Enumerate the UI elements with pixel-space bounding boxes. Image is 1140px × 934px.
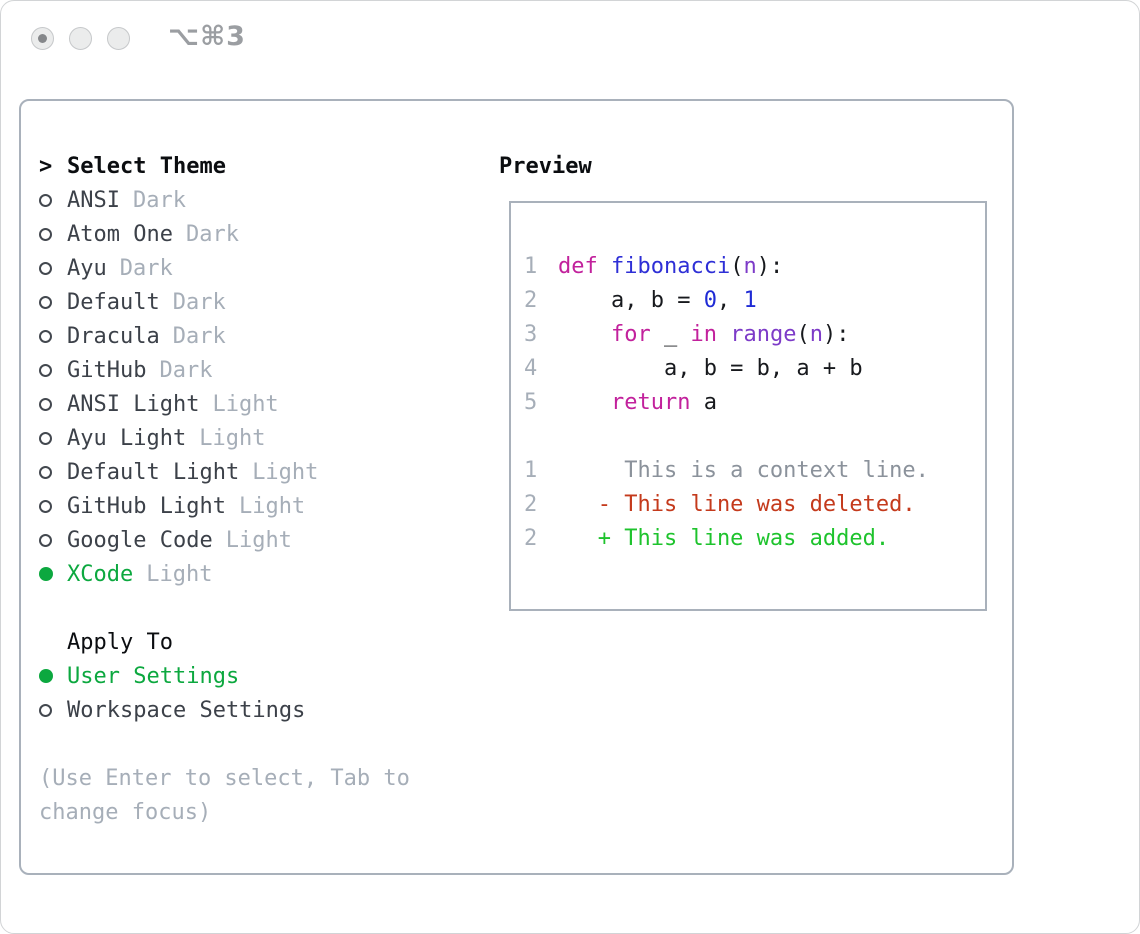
radio-cell [39, 330, 67, 343]
code-token-plain: a, b = b, a + b [558, 355, 863, 381]
theme-variant-label: Light [238, 493, 306, 519]
theme-name: ANSI Light [67, 391, 200, 417]
code-line [524, 385, 985, 419]
line-number: 1 [524, 457, 538, 483]
radio-unselected-icon [39, 364, 52, 377]
radio-selected-icon [39, 567, 53, 581]
code-line [524, 249, 985, 283]
radio-unselected-icon [39, 534, 52, 547]
code-token-keyword: return [610, 389, 691, 415]
theme-variant-label: Light [146, 561, 213, 587]
radio-unselected-icon [39, 704, 52, 717]
theme-option[interactable] [39, 489, 410, 523]
code-token-plain [558, 390, 611, 415]
theme-name: Default [67, 289, 160, 315]
code-text [558, 254, 783, 279]
radio-unselected-icon [39, 228, 52, 241]
traffic-light-zoom-button[interactable] [107, 27, 130, 50]
radio-unselected-icon [39, 262, 52, 275]
theme-option[interactable] [39, 353, 410, 387]
diff-sample [524, 453, 985, 555]
radio-cell [39, 262, 67, 275]
spacer [39, 727, 410, 761]
theme-name: Ayu [67, 255, 107, 281]
hint-text-line-2: change focus) [39, 799, 212, 825]
line-number: 5 [524, 389, 538, 415]
hint-text-line-1: (Use Enter to select, Tab to [39, 765, 410, 791]
theme-variant-label: Light [212, 391, 279, 417]
apply-to-option[interactable] [39, 659, 410, 693]
code-token-function: fibonacci [611, 253, 731, 279]
spacer [524, 419, 985, 453]
code-sample [524, 249, 985, 419]
diff-line-deleted [524, 487, 985, 521]
theme-option[interactable] [39, 217, 410, 251]
line-number: 3 [524, 321, 538, 347]
theme-variant-label: Dark [119, 255, 173, 281]
code-token-keyword: in [690, 321, 717, 347]
radio-unselected-icon [39, 398, 52, 411]
line-number: 2 [524, 287, 538, 313]
code-token-param: n [809, 321, 823, 347]
code-token-param: range [730, 321, 797, 347]
code-token-number: 1 [743, 287, 757, 313]
code-token-plain: a [690, 389, 717, 415]
code-token-number: 0 [703, 287, 717, 313]
theme-option[interactable] [39, 523, 410, 557]
code-token-plain: ( [796, 321, 810, 347]
code-token-keyword: for [610, 321, 651, 347]
code-token-plain [717, 322, 730, 347]
theme-variant-label: Dark [172, 323, 226, 349]
radio-unselected-icon [39, 330, 52, 343]
radio-cell [39, 398, 67, 411]
theme-variant-label: Dark [159, 357, 213, 383]
radio-unselected-icon [39, 466, 52, 479]
window-title: ⌥⌘3 [168, 21, 246, 52]
preview-title: Preview [499, 153, 592, 179]
radio-cell [39, 567, 67, 581]
select-theme-title: Select Theme [67, 153, 226, 179]
theme-variant-label: Light [252, 459, 319, 485]
radio-cell [39, 364, 67, 377]
theme-option[interactable] [39, 557, 410, 591]
code-token-plain: ( [730, 253, 744, 279]
theme-selector-panel [19, 99, 1014, 875]
code-token-plain: , [716, 287, 744, 313]
code-token-plain [598, 254, 611, 279]
theme-variant-label: Light [199, 425, 266, 451]
code-token-plain: ): [822, 321, 850, 347]
code-text [558, 288, 757, 313]
theme-option[interactable] [39, 183, 410, 217]
theme-option[interactable] [39, 285, 410, 319]
code-token-keyword: def [558, 253, 598, 279]
theme-variant-label: Dark [172, 289, 226, 315]
code-text [558, 390, 717, 415]
diff-text: + This line was added. [558, 525, 890, 551]
code-token-param: n [743, 253, 757, 279]
theme-variant-label: Dark [185, 221, 239, 247]
apply-to-option-label: Workspace Settings [67, 697, 306, 723]
radio-cell [39, 500, 67, 513]
radio-cell [39, 669, 67, 683]
line-number: 4 [524, 355, 538, 381]
theme-variant-label: Light [225, 527, 292, 553]
titlebar-traffic-lights [31, 27, 130, 50]
select-theme-header-row [39, 149, 410, 183]
apply-to-option[interactable] [39, 693, 410, 727]
radio-cell [39, 534, 67, 547]
theme-option[interactable] [39, 319, 410, 353]
theme-name: Default Light [67, 459, 240, 485]
theme-option[interactable] [39, 455, 410, 489]
radio-unselected-icon [39, 432, 52, 445]
theme-name: Atom One [67, 221, 173, 247]
code-text [558, 322, 849, 347]
preview-header-row [499, 149, 592, 183]
diff-line-added [524, 521, 985, 555]
apply-to-title: Apply To [67, 629, 173, 655]
code-token-plain: _ [650, 321, 691, 347]
apply-to-header-row [39, 625, 410, 659]
radio-cell [39, 466, 67, 479]
theme-variant-label: Dark [132, 187, 186, 213]
apply-to-list [39, 659, 410, 727]
radio-selected-icon [39, 669, 53, 683]
line-number: 2 [524, 525, 538, 551]
radio-unselected-icon [39, 296, 52, 309]
preview-box [509, 201, 987, 611]
code-token-plain [558, 322, 611, 347]
radio-unselected-icon [39, 194, 52, 207]
diff-line-context [524, 453, 985, 487]
theme-option[interactable] [39, 421, 410, 455]
code-line [524, 351, 985, 385]
theme-picker-column [39, 149, 410, 829]
code-text [558, 356, 863, 381]
code-token-plain: ): [756, 253, 784, 279]
radio-cell [39, 432, 67, 445]
code-line [524, 283, 985, 317]
theme-name: ANSI [67, 187, 120, 213]
radio-cell [39, 194, 67, 207]
diff-text: This is a context line. [558, 457, 929, 483]
theme-option[interactable] [39, 251, 410, 285]
theme-name: Google Code [67, 527, 213, 553]
traffic-light-active-dot-icon [38, 34, 47, 43]
code-line [524, 317, 985, 351]
theme-name: Dracula [67, 323, 160, 349]
theme-name: XCode [67, 561, 134, 587]
theme-name: GitHub Light [67, 493, 226, 519]
theme-name: GitHub [67, 357, 147, 383]
code-token-plain: a, b = [558, 287, 704, 313]
radio-unselected-icon [39, 500, 52, 513]
apply-to-option-label: User Settings [67, 663, 240, 689]
theme-option[interactable] [39, 387, 410, 421]
line-number: 1 [524, 253, 538, 279]
line-number: 2 [524, 491, 538, 517]
traffic-light-minimize-button[interactable] [69, 27, 92, 50]
radio-cell [39, 296, 67, 309]
radio-cell [39, 228, 67, 241]
prompt-cursor-icon: > [39, 153, 53, 179]
diff-text: - This line was deleted. [558, 491, 916, 517]
spacer [39, 591, 410, 625]
theme-list [39, 183, 410, 591]
radio-cell [39, 704, 67, 717]
traffic-light-close-button[interactable] [31, 27, 54, 50]
theme-name: Ayu Light [67, 425, 187, 451]
